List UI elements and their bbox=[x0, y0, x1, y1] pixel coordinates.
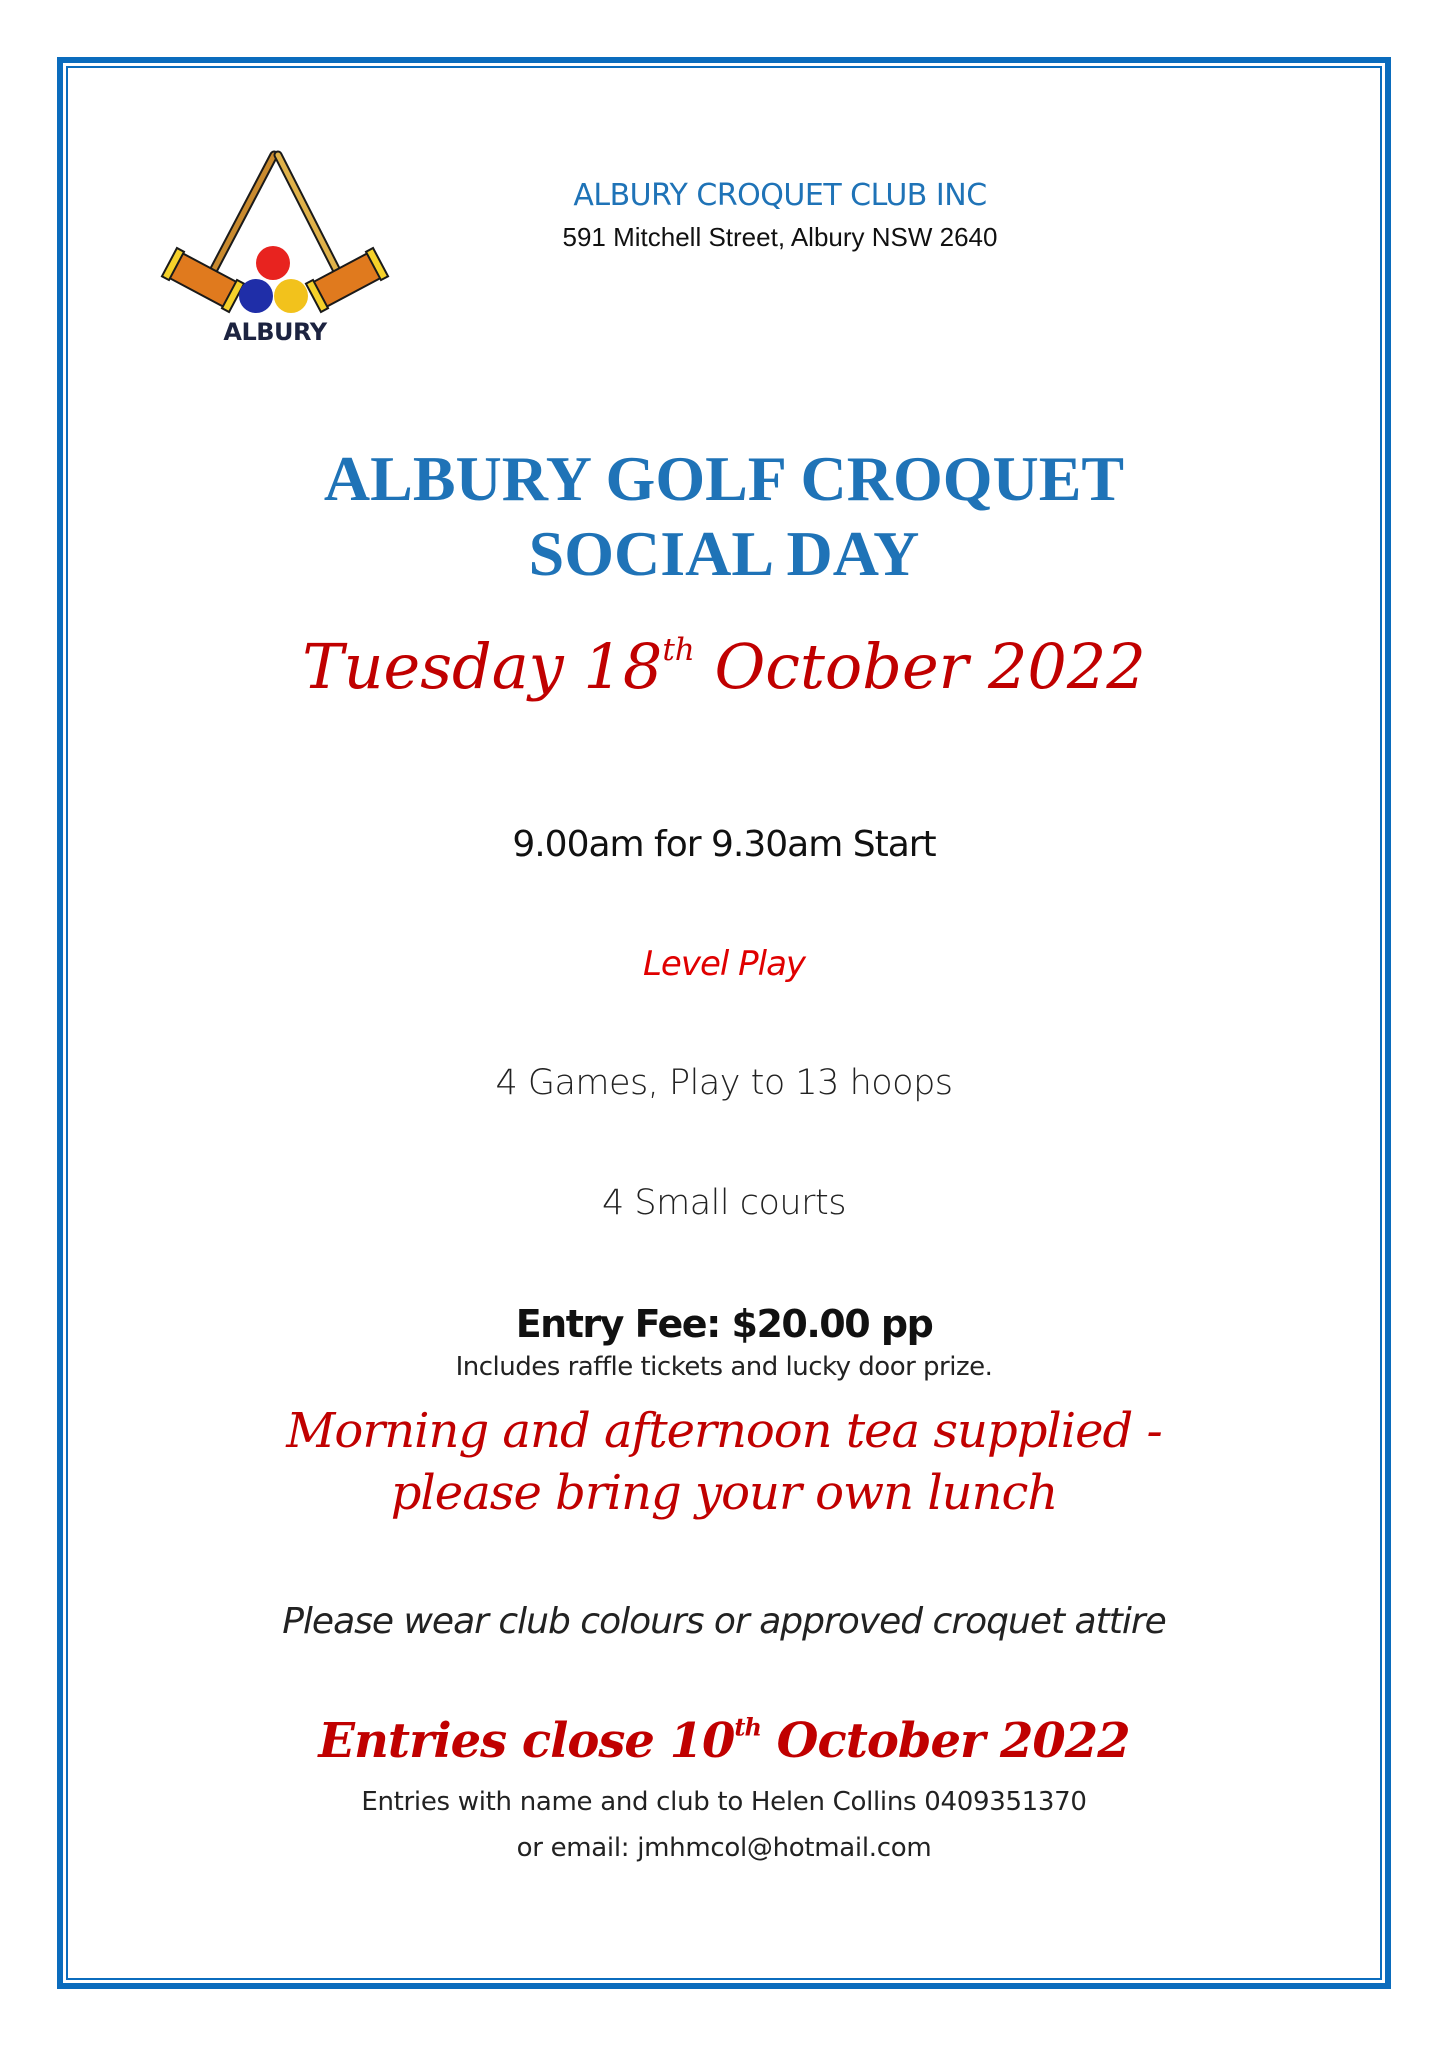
club-name: ALBURY CROQUET CLUB INC bbox=[573, 178, 987, 213]
start-time: 9.00am for 9.30am Start bbox=[512, 824, 936, 865]
club-address: 591 Mitchell Street, Albury NSW 2640 bbox=[562, 222, 998, 252]
games-info: 4 Games, Play to 13 hoops bbox=[495, 1063, 953, 1103]
dress-code: Please wear club colours or approved croquet attire bbox=[282, 1601, 1166, 1642]
event-title-line-1: ALBURY GOLF CROQUET bbox=[323, 443, 1125, 514]
courts-info: 4 Small courts bbox=[602, 1183, 846, 1223]
play-format: Level Play bbox=[642, 944, 806, 984]
entry-fee: Entry Fee: $20.00 pp bbox=[515, 1302, 933, 1346]
event-date bbox=[0, 630, 1448, 703]
entries-close-ordinal: th bbox=[734, 1712, 761, 1742]
event-date-ordinal: th bbox=[662, 632, 695, 669]
logo-text: ALBURY bbox=[223, 318, 327, 346]
tea-line-2: please bring your own lunch bbox=[390, 1465, 1058, 1521]
event-title-line-2: SOCIAL DAY bbox=[528, 518, 920, 589]
event-date-prefix: Tuesday 18 bbox=[302, 630, 663, 703]
tea-line-1: Morning and afternoon tea supplied - bbox=[286, 1403, 1162, 1459]
entries-close-prefix: Entries close 10 bbox=[318, 1713, 735, 1769]
entries-close bbox=[0, 1713, 1448, 1769]
contact-email[interactable]: or email: jmhmcol@hotmail.com bbox=[516, 1833, 932, 1863]
event-date-rest: October 2022 bbox=[694, 630, 1146, 703]
contact-line-1: Entries with name and club to Helen Collins 0409351370 bbox=[361, 1787, 1087, 1817]
fee-includes: Includes raffle tickets and lucky door prize. bbox=[455, 1352, 993, 1382]
entries-close-rest: October 2022 bbox=[760, 1713, 1130, 1769]
